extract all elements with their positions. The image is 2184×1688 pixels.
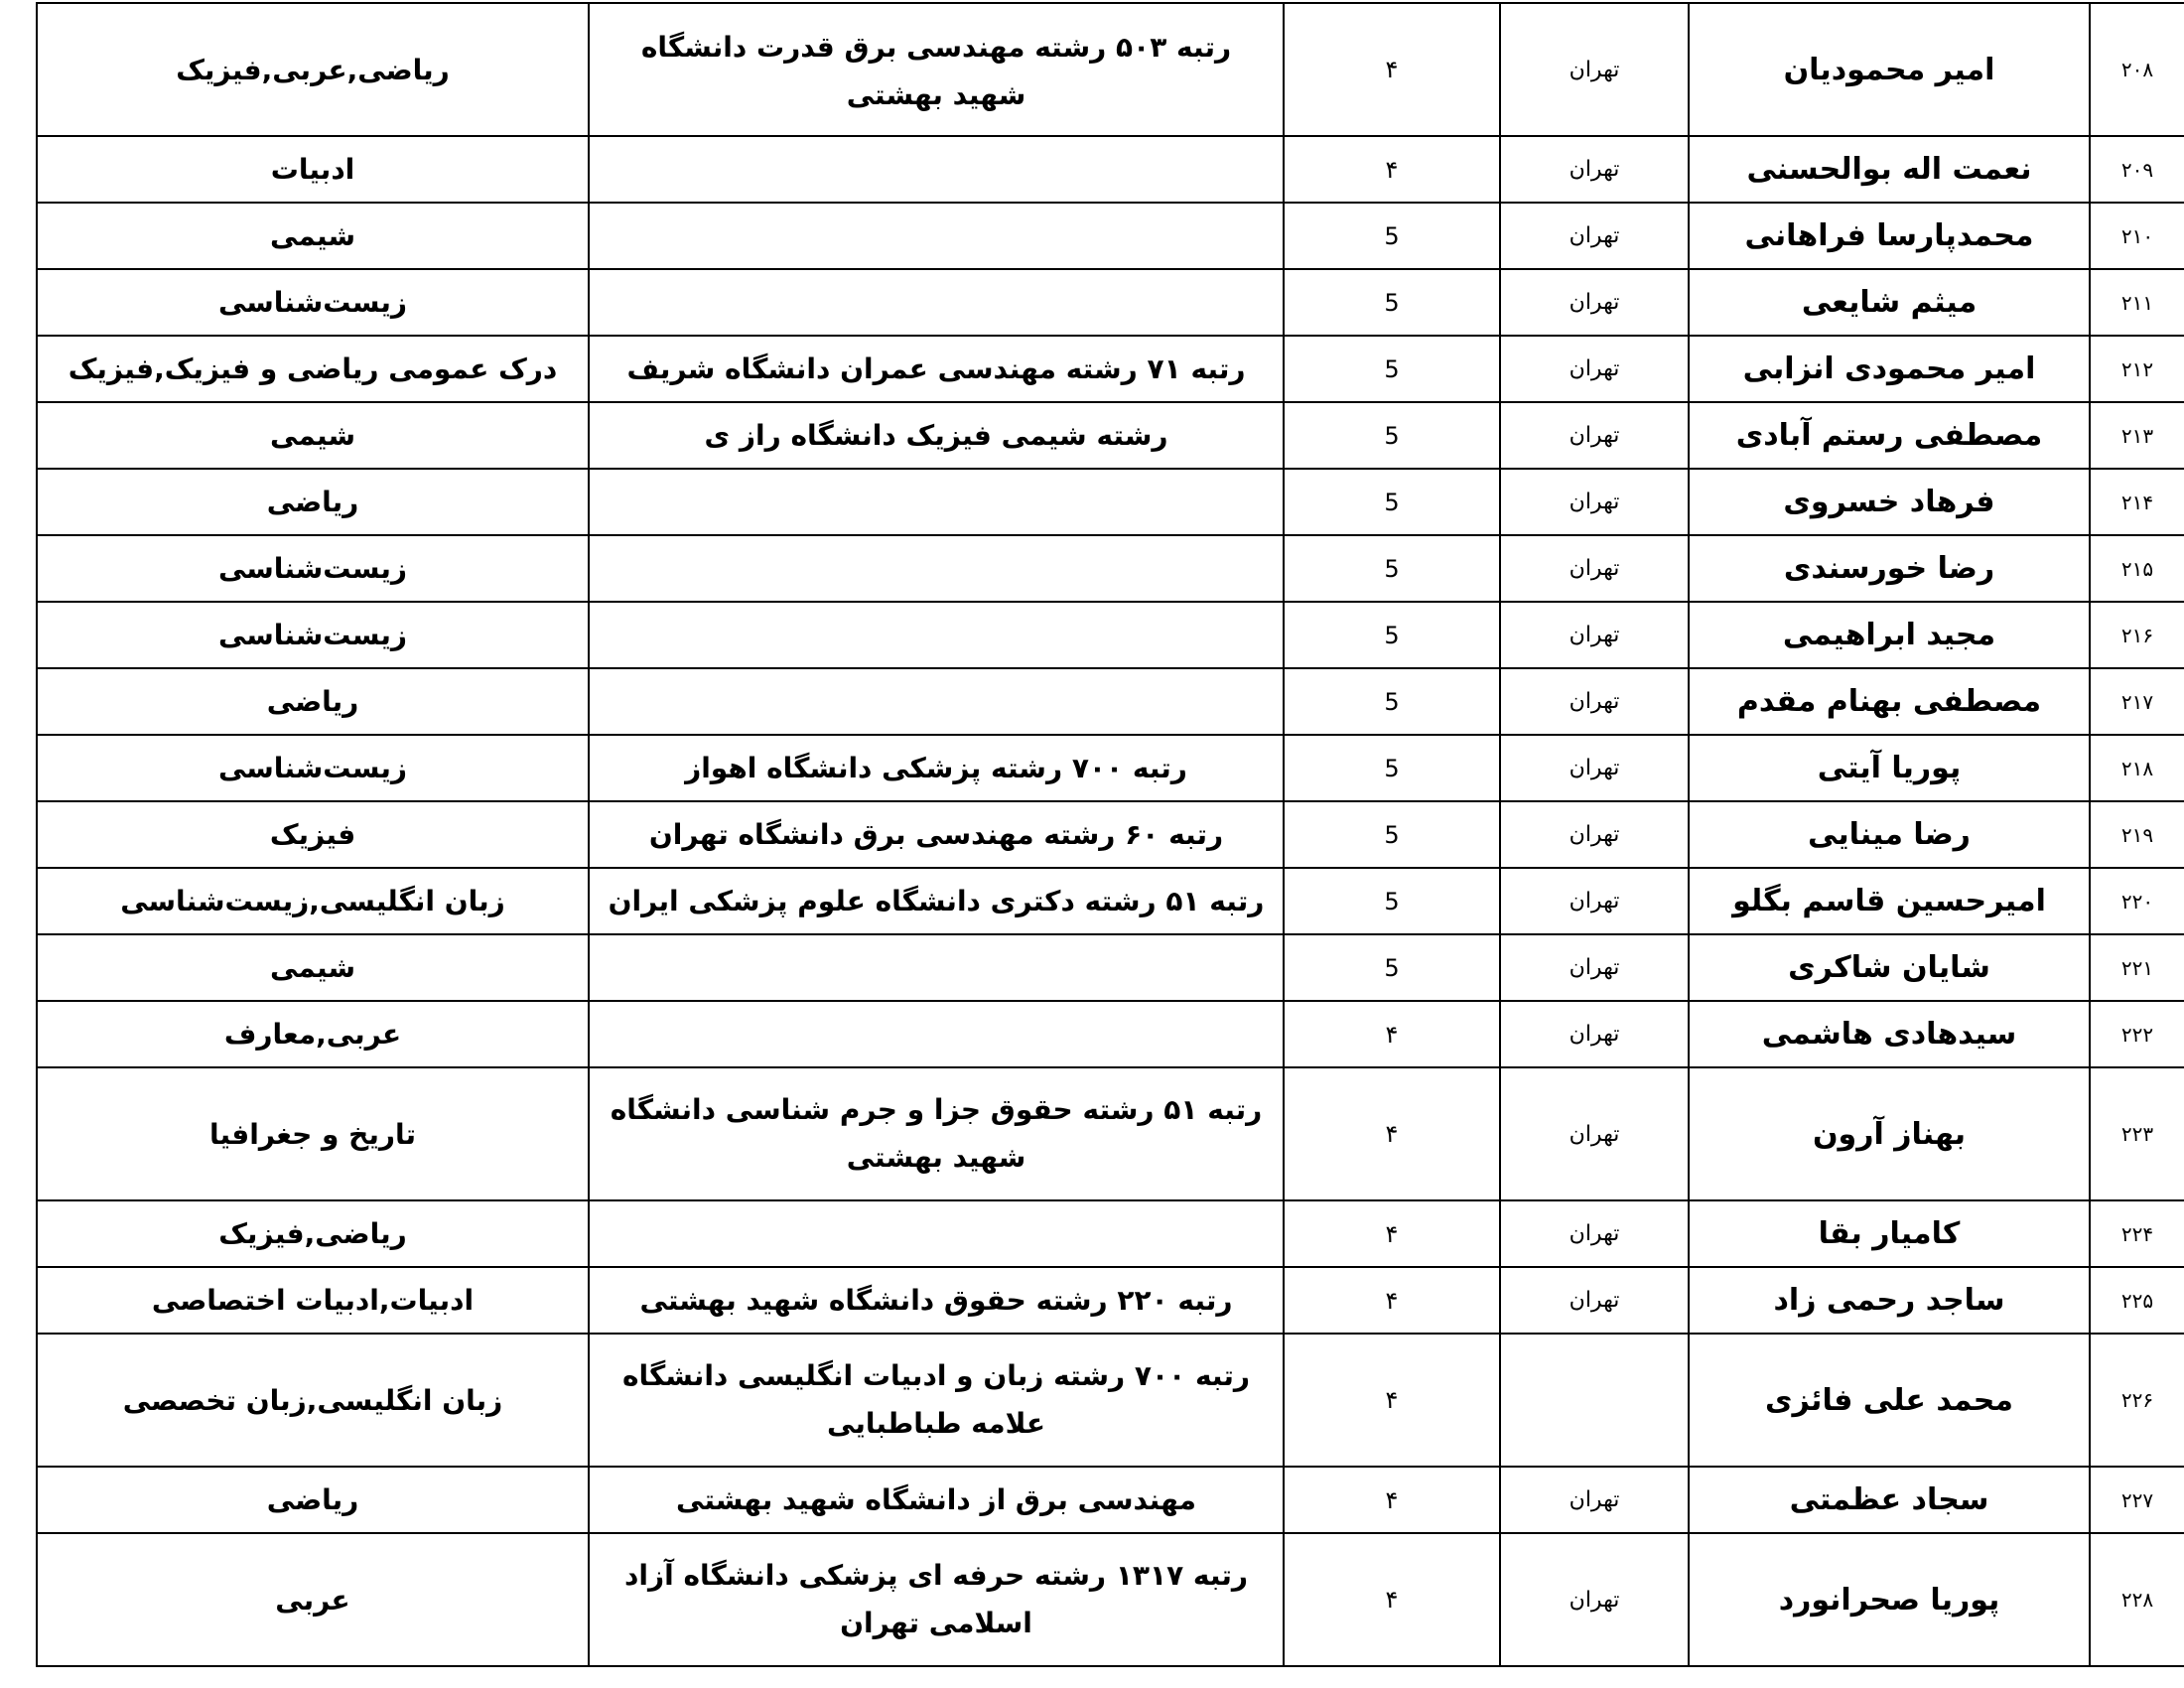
rank-description: رتبه ۵۱ رشته دکتری دانشگاه علوم پزشکی ایران: [589, 868, 1284, 934]
subjects: ریاضی,عربی,فیزیک: [37, 3, 589, 136]
rank-description: [589, 1200, 1284, 1267]
row-number: ۲۱۲: [2090, 336, 2184, 402]
city: تهران: [1500, 336, 1689, 402]
subjects: ادبیات: [37, 136, 589, 203]
table-row: [37, 1267, 2184, 1334]
table-row: [37, 934, 2184, 1001]
table-row: [37, 469, 2184, 535]
row-number: ۲۱۱: [2090, 269, 2184, 336]
subjects: ریاضی: [37, 469, 589, 535]
rank-description: رشته شیمی فیزیک دانشگاه راز ی: [589, 402, 1284, 469]
roster-table: [36, 2, 2184, 1667]
city: تهران: [1500, 3, 1689, 136]
person-name: ساجد رحمی زاد: [1689, 1267, 2090, 1334]
rank-description: [589, 203, 1284, 269]
grade: 5: [1284, 402, 1500, 469]
table-row: [37, 1067, 2184, 1200]
rank-description: [589, 602, 1284, 668]
rank-description: رتبه ۷۰۰ رشته زبان و ادبیات انگلیسی دانشگاه علامه طباطبایی: [589, 1334, 1284, 1467]
table-row: [37, 402, 2184, 469]
row-number: ۲۱۹: [2090, 801, 2184, 868]
table-row: [37, 269, 2184, 336]
grade: 5: [1284, 269, 1500, 336]
person-name: محمدپارسا فراهانی: [1689, 203, 2090, 269]
table-row: [37, 1200, 2184, 1267]
city: تهران: [1500, 801, 1689, 868]
rank-description: [589, 934, 1284, 1001]
rank-description: رتبه ۱۳۱۷ رشته حرفه ای پزشکی دانشگاه آزاد اسلامی تهران: [589, 1533, 1284, 1666]
row-number: ۲۲۵: [2090, 1267, 2184, 1334]
subjects: ریاضی,فیزیک: [37, 1200, 589, 1267]
subjects: عربی,معارف: [37, 1001, 589, 1067]
row-number: ۲۱۷: [2090, 668, 2184, 735]
city: تهران: [1500, 735, 1689, 801]
person-name: سجاد عظمتی: [1689, 1467, 2090, 1533]
rank-description: [589, 269, 1284, 336]
table-row: [37, 868, 2184, 934]
city: تهران: [1500, 203, 1689, 269]
table-row: [37, 668, 2184, 735]
person-name: نعمت اله بوالحسنی: [1689, 136, 2090, 203]
grade: 5: [1284, 801, 1500, 868]
person-name: امیر محمودیان: [1689, 3, 2090, 136]
row-number: ۲۱۸: [2090, 735, 2184, 801]
subjects: عربی: [37, 1533, 589, 1666]
row-number: ۲۰۸: [2090, 3, 2184, 136]
rank-description: [589, 1001, 1284, 1067]
person-name: مصطفی رستم آبادی: [1689, 402, 2090, 469]
city: تهران: [1500, 1200, 1689, 1267]
grade: 5: [1284, 934, 1500, 1001]
grade: 5: [1284, 735, 1500, 801]
city: تهران: [1500, 668, 1689, 735]
subjects: درک عمومی ریاضی و فیزیک,فیزیک: [37, 336, 589, 402]
subjects: تاریخ و جغرافیا: [37, 1067, 589, 1200]
table-row: [37, 1001, 2184, 1067]
rank-description: رتبه ۵۰۳ رشته مهندسی برق قدرت دانشگاه شهید بهشتی: [589, 3, 1284, 136]
city: تهران: [1500, 868, 1689, 934]
subjects: ریاضی: [37, 668, 589, 735]
grade: ۴: [1284, 1200, 1500, 1267]
subjects: زیست‌شناسی: [37, 269, 589, 336]
roster-table-body: [37, 3, 2184, 1666]
city: تهران: [1500, 934, 1689, 1001]
grade: 5: [1284, 469, 1500, 535]
grade: 5: [1284, 868, 1500, 934]
table-row: [37, 535, 2184, 602]
row-number: ۲۲۰: [2090, 868, 2184, 934]
person-name: مصطفی بهنام مقدم: [1689, 668, 2090, 735]
grade: 5: [1284, 203, 1500, 269]
rank-description: [589, 469, 1284, 535]
grade: ۴: [1284, 3, 1500, 136]
person-name: پوریا آیتی: [1689, 735, 2090, 801]
grade: ۴: [1284, 1067, 1500, 1200]
row-number: ۲۲۲: [2090, 1001, 2184, 1067]
person-name: کامیار بقا: [1689, 1200, 2090, 1267]
table-row: [37, 801, 2184, 868]
person-name: پوریا صحرانورد: [1689, 1533, 2090, 1666]
person-name: بهناز آرون: [1689, 1067, 2090, 1200]
grade: ۴: [1284, 136, 1500, 203]
subjects: ریاضی: [37, 1467, 589, 1533]
city: [1500, 1334, 1689, 1467]
rank-description: رتبه ۶۰ رشته مهندسی برق دانشگاه تهران: [589, 801, 1284, 868]
subjects: زیست‌شناسی: [37, 602, 589, 668]
table-row: [37, 136, 2184, 203]
row-number: ۲۲۱: [2090, 934, 2184, 1001]
city: تهران: [1500, 1533, 1689, 1666]
row-number: ۲۱۰: [2090, 203, 2184, 269]
city: تهران: [1500, 469, 1689, 535]
city: تهران: [1500, 269, 1689, 336]
city: تهران: [1500, 136, 1689, 203]
person-name: شایان شاکری: [1689, 934, 2090, 1001]
row-number: ۲۲۴: [2090, 1200, 2184, 1267]
subjects: شیمی: [37, 402, 589, 469]
person-name: امیرحسین قاسم بگلو: [1689, 868, 2090, 934]
row-number: ۲۲۳: [2090, 1067, 2184, 1200]
city: تهران: [1500, 1001, 1689, 1067]
city: تهران: [1500, 1467, 1689, 1533]
table-row: [37, 1334, 2184, 1467]
table-row: [37, 203, 2184, 269]
rank-description: رتبه ۲۲۰ رشته حقوق دانشگاه شهید بهشتی: [589, 1267, 1284, 1334]
row-number: ۲۱۴: [2090, 469, 2184, 535]
rank-description: رتبه ۷۰۰ رشته پزشکی دانشگاه اهواز: [589, 735, 1284, 801]
person-name: رضا خورسندی: [1689, 535, 2090, 602]
subjects: زیست‌شناسی: [37, 735, 589, 801]
row-number: ۲۲۷: [2090, 1467, 2184, 1533]
rank-description: رتبه ۷۱ رشته مهندسی عمران دانشگاه شریف: [589, 336, 1284, 402]
row-number: ۲۱۶: [2090, 602, 2184, 668]
person-name: امیر محمودی انزابی: [1689, 336, 2090, 402]
city: تهران: [1500, 602, 1689, 668]
table-row: [37, 1533, 2184, 1666]
city: تهران: [1500, 1267, 1689, 1334]
table-row: [37, 3, 2184, 136]
rank-description: [589, 535, 1284, 602]
subjects: فیزیک: [37, 801, 589, 868]
subjects: زبان انگلیسی,زبان تخصصی: [37, 1334, 589, 1467]
rank-description: رتبه ۵۱ رشته حقوق جزا و جرم شناسی دانشگاه شهید بهشتی: [589, 1067, 1284, 1200]
subjects: زیست‌شناسی: [37, 535, 589, 602]
grade: 5: [1284, 535, 1500, 602]
row-number: ۲۱۵: [2090, 535, 2184, 602]
person-name: محمد علی فائزی: [1689, 1334, 2090, 1467]
person-name: میثم شایعی: [1689, 269, 2090, 336]
rank-description: [589, 668, 1284, 735]
row-number: ۲۲۶: [2090, 1334, 2184, 1467]
city: تهران: [1500, 1067, 1689, 1200]
grade: ۴: [1284, 1467, 1500, 1533]
grade: ۴: [1284, 1001, 1500, 1067]
row-number: ۲۱۳: [2090, 402, 2184, 469]
person-name: سیدهادی هاشمی: [1689, 1001, 2090, 1067]
table-row: [37, 1467, 2184, 1533]
table-row: [37, 735, 2184, 801]
grade: 5: [1284, 602, 1500, 668]
city: تهران: [1500, 402, 1689, 469]
grade: ۴: [1284, 1267, 1500, 1334]
city: تهران: [1500, 535, 1689, 602]
subjects: زبان انگلیسی,زیست‌شناسی: [37, 868, 589, 934]
grade: ۴: [1284, 1334, 1500, 1467]
person-name: فرهاد خسروی: [1689, 469, 2090, 535]
person-name: رضا مینایی: [1689, 801, 2090, 868]
grade: 5: [1284, 668, 1500, 735]
person-name: مجید ابراهیمی: [1689, 602, 2090, 668]
grade: ۴: [1284, 1533, 1500, 1666]
row-number: ۲۲۸: [2090, 1533, 2184, 1666]
table-row: [37, 336, 2184, 402]
grade: 5: [1284, 336, 1500, 402]
rank-description: [589, 136, 1284, 203]
roster-page: [36, 2, 2184, 1667]
subjects: ادبیات,ادبیات اختصاصی: [37, 1267, 589, 1334]
rank-description: مهندسی برق از دانشگاه شهید بهشتی: [589, 1467, 1284, 1533]
subjects: شیمی: [37, 203, 589, 269]
row-number: ۲۰۹: [2090, 136, 2184, 203]
table-row: [37, 602, 2184, 668]
subjects: شیمی: [37, 934, 589, 1001]
